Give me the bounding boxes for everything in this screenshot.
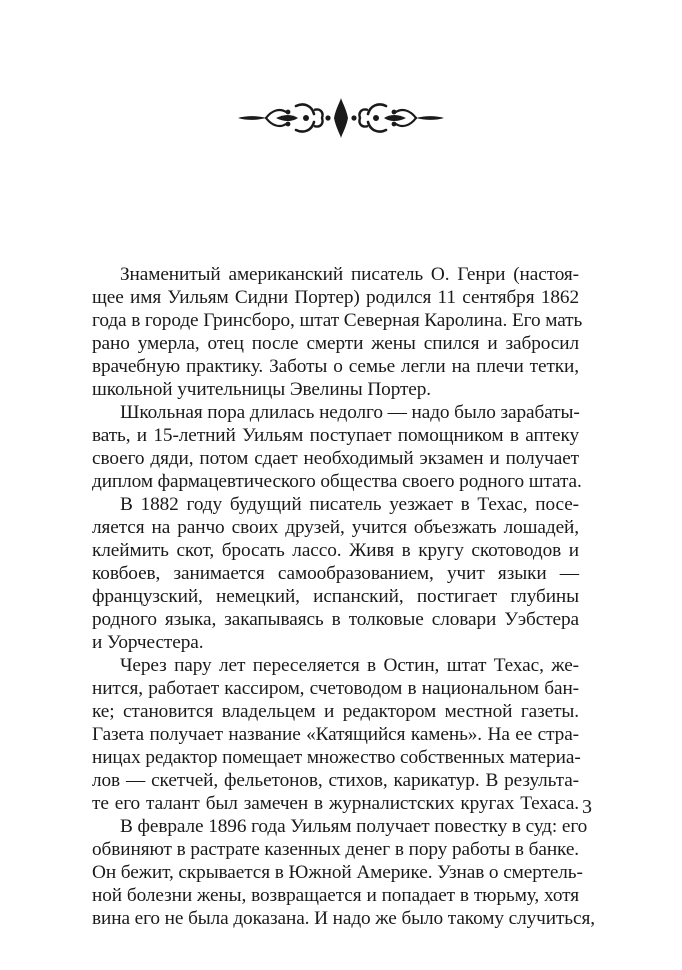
text-line: нится, работает кассиром, счетоводом в национальном бан-: [92, 678, 579, 699]
text-line: ницах редактор помещает множество собственных материа-: [92, 747, 581, 768]
ornamental-divider-icon: [236, 92, 446, 144]
text-line: щее имя Уильям Сидни Портер) родился 11 сентября 1862: [92, 287, 579, 308]
text-line: вина его не была доказана. И надо же было такому случиться,: [92, 908, 595, 929]
text-line: французский, немецкий, испанский, постигает глубины: [92, 586, 579, 607]
text-line: В феврале 1896 года Уильям получает повестку в суд: его: [120, 816, 588, 837]
paragraph: [92, 493, 579, 654]
text-line: школьной учительницы Эвелины Портер.: [92, 379, 432, 400]
text-line: вать, и 15-летний Уильям поступает помощником в аптеку: [92, 425, 579, 446]
text-line: Он бежит, скрывается в Южной Америке. Узнав о смертель-: [92, 862, 583, 883]
text-line: лов — скетчей, фельетонов, стихов, карикатур. В результа-: [92, 770, 579, 791]
text-line: рано умерла, отец после смерти жены спился и забросил: [92, 333, 579, 354]
text-line: своего дяди, потом сдает необходимый экзамен и получает: [92, 448, 579, 469]
text-line: родного языка, закапываясь в толковые словари Уэбстера: [92, 609, 579, 630]
text-line: обвиняют в растрате казенных денег в пору работы в банке.: [92, 839, 579, 860]
text-line: Через пару лет переселяется в Остин, штат Техас, же-: [120, 655, 579, 676]
text-line: и Уорчестера.: [92, 632, 204, 653]
paragraph: [92, 654, 579, 815]
paragraph: [92, 815, 595, 930]
paragraph: [92, 263, 583, 401]
paragraph: [92, 401, 582, 493]
text-line: Знаменитый американский писатель О. Генри (настоя-: [120, 264, 579, 285]
text-line: Газета получает название «Катящийся камень». На ее стра-: [92, 724, 579, 745]
text-line: года в городе Гринсборо, штат Северная Каролина. Его мать: [92, 310, 583, 331]
body-text: [92, 263, 595, 930]
page-number: 3: [582, 796, 592, 818]
text-line: те его талант был замечен в журналистских кругах Техаса.: [92, 793, 579, 814]
text-line: ке; становится владельцем и редактором местной газеты.: [92, 701, 579, 722]
text-line: диплом фармацевтического общества своего родного штата.: [92, 471, 582, 492]
text-line: клеймить скот, бросать лассо. Живя в кругу скотоводов и: [92, 540, 579, 561]
text-line: врачебную практику. Заботы о семье легли на плечи тетки,: [92, 356, 579, 377]
text-line: В 1882 году будущий писатель уезжает в Техас, посе-: [120, 494, 579, 515]
text-line: ковбоев, занимается самообразованием, учит языки —: [92, 563, 579, 584]
text-line: ной болезни жены, возвращается и попадает в тюрьму, хотя: [92, 885, 579, 906]
text-line: ляется на ранчо своих друзей, учится объезжать лошадей,: [92, 517, 579, 538]
text-line: Школьная пора длилась недолго — надо было зарабаты-: [120, 402, 580, 423]
